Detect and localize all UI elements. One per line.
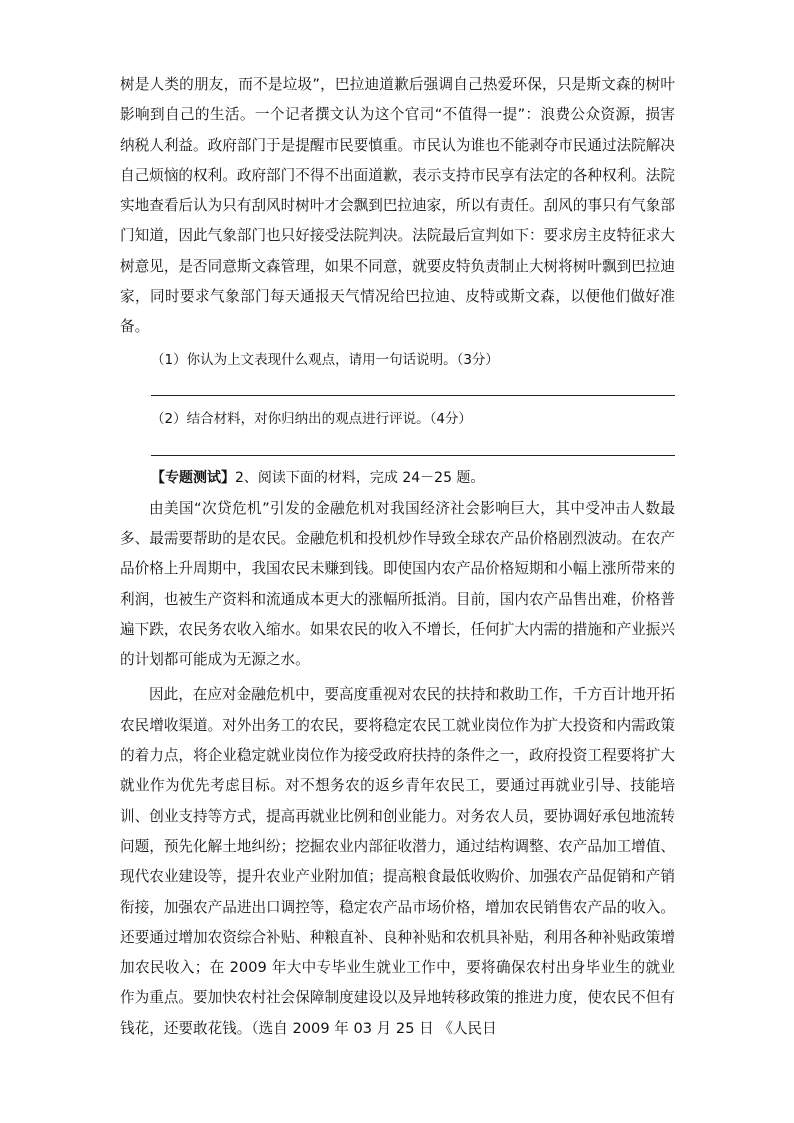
answer-line-2 <box>151 455 675 456</box>
question-1: （1）你认为上文表现什么观点，请用一句话说明。（3分） <box>151 351 499 368</box>
section-instruction: 2、阅读下面的材料，完成 24－25 题。 <box>235 469 485 486</box>
question-2: （2）结合材料，对你归纳出的观点进行评说。（4分） <box>151 410 472 427</box>
paragraph-1: 树是人类的朋友，而不是垃圾”，巴拉迪道歉后强调自己热爱环保，只是斯文森的树叶影响到自己的生活。一个记者撰文认为这个官司“不值得一提”：浪费公众资源，损害纳税人利益。政府部门于是提醒市民要慎重。市民认为谁也不能剥夺市民通过法院解决自己烦恼的权利。政府部门不得不出面道歉，表示支持市民享有法定的各种权利。法院实地查看后认为只有刮风时树叶才会飘到巴拉迪家，所以有责任。刮风的事只有气象部门知道，因此气象部门也只好接受法院判决。法院最后宣判如下：要求房主皮特征求大树意见，是否同意斯文森管理，如果不同意，就要皮特负责制止大树将树叶飘到巴拉迪家，同时要求气象部门每天通报天气情况给巴拉迪、皮特或斯文森，以便他们做好准备。 <box>120 76 675 336</box>
section-heading <box>120 468 675 488</box>
paragraph-2: 由美国“次贷危机”引发的金融危机对我国经济社会影响巨大，其中受冲击人数最多、最需要帮助的是农民。金融危机和投机炒作导致全球农产品价格剧烈波动。在农产品价格上升周期中，我国农民未赚到钱。即使国内农产品价格短期和小幅上涨所带来的利润，也被生产资料和流通成本更大的涨幅所抵消。目前，国内农产品售出难，价格普遍下跌，农民务农收入缩水。如果农民的收入不增长，任何扩大内需的措施和产业振兴的计划都可能成为无源之水。 <box>120 499 675 669</box>
paragraph-3: 因此，在应对金融危机中，要高度重视对农民的扶持和救助工作，千方百计地开拓农民增收渠道。对外出务工的农民，要将稳定农民工就业岗位作为扩大投资和内需政策的着力点，将企业稳定就业岗位作为接受政府扶持的条件之一，政府投资工程要将扩大就业作为优先考虑目标。对不想务农的返乡青年农民工，要通过再就业引导、技能培训、创业支持等方式，提高再就业比例和创业能力。对务农人员，要协调好承包地流转问题，预先化解土地纠纷；挖掘农业内部征收潜力，通过结构调整、农产品加工增值、现代农业建设等，提升农业产业附加值；提高粮食最低收购价、加强农产品促销和产销衔接，加强农产品进出口调控等，稳定农产品市场价格，增加农民销售农产品的收入。还要通过增加农资综合补贴、种粮直补、良种补贴和农机具补贴，利用各种补贴政策增加农民收入；在 2009 年大中专毕业生就业工作中，要将确保农村出身毕业生的就业作为重点。要加快农村社会保障制度建设以及异地转移政策的推进力度，使农民不但有钱花，还要敢花钱。（选自 2009 年 03 月 25 日 《人民日 <box>120 686 675 1037</box>
answer-line-1 <box>151 395 675 396</box>
document-page <box>120 70 675 1044</box>
section-label: 【专题测试】 <box>151 469 235 486</box>
